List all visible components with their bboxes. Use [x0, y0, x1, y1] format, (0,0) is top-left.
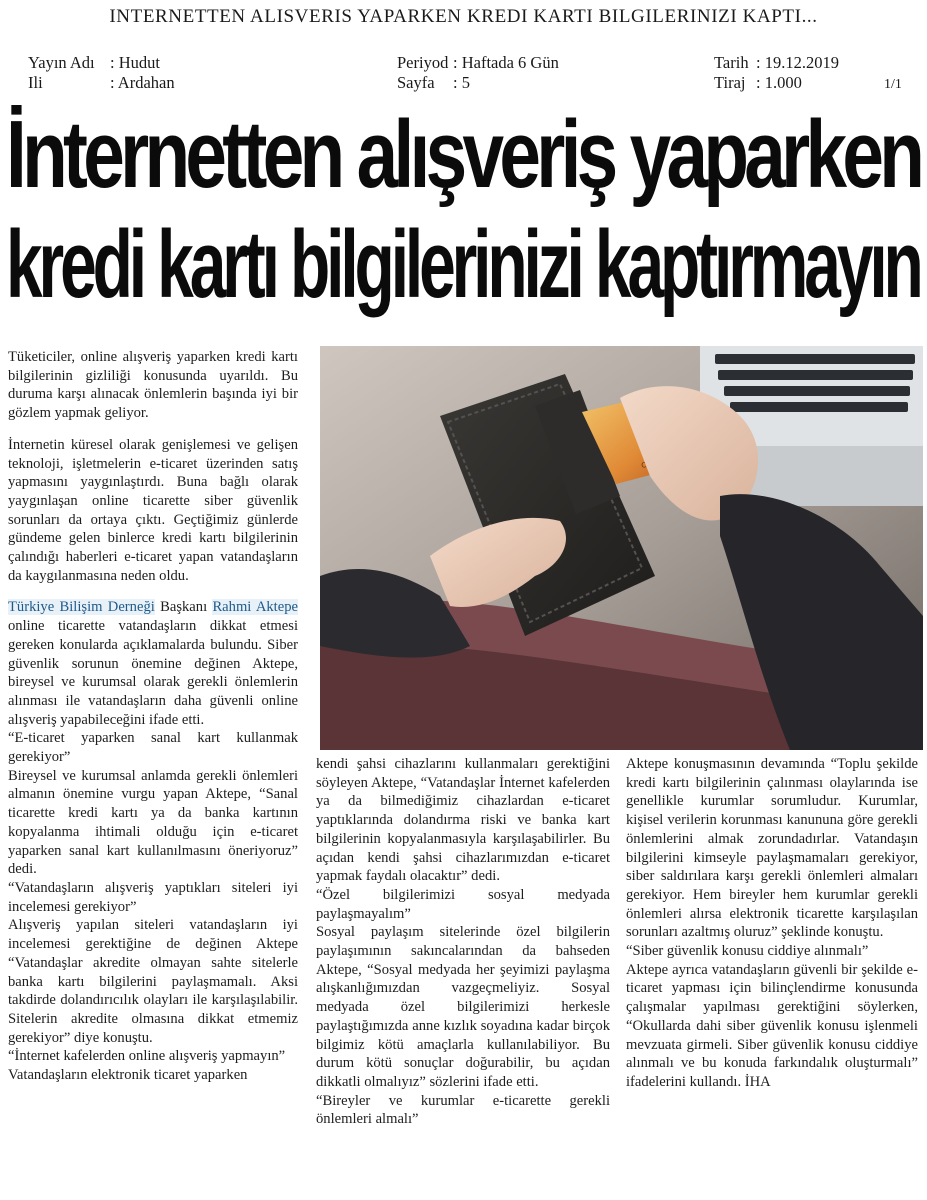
- col1-subheading-2: “Vatandaşların alışveriş yaptıkları siteleri iyi incelemesi gerekiyor”: [8, 879, 298, 915]
- col3-paragraph-2: Aktepe ayrıca vatandaşların güvenli bir şekilde e-ticaret yapması için bilinçlendirme konusunda çalışmalar yapılması gerektiğini söylerken, “Okullarda dahi siber güvenlik konusu işlenmeli mevzuata girmeli. Siber güvenlik konusu ciddiye alınmalı ve bu konuda farkındalık oluşturmalı” ifadelerini kullandı. İHA: [626, 961, 918, 1090]
- col1-paragraph-3: [8, 598, 298, 729]
- page-count: 1/1: [884, 77, 902, 92]
- meta-il: [28, 72, 175, 93]
- org-link-turkiye-bilisim-dernegi[interactable]: Türkiye Bilişim Derneği: [8, 599, 155, 616]
- il-value: : Ardahan: [110, 73, 175, 92]
- yayin-label: Yayın Adı: [28, 53, 95, 72]
- col1-subheading-3: “İnternet kafelerden online alışveriş yapmayın”: [8, 1048, 286, 1065]
- tiraj-value: : 1.000: [756, 73, 802, 92]
- article-column-1: [8, 348, 298, 1085]
- article-photo: [320, 346, 923, 750]
- col2-subheading-1: “Özel bilgilerimizi sosyal medyada paylaşmayalım”: [316, 886, 610, 922]
- periyod-label: Periyod: [397, 53, 449, 72]
- periyod-value: : Haftada 6 Gün: [453, 53, 559, 72]
- tarih-label: Tarih: [714, 53, 749, 72]
- article-column-3: [626, 755, 918, 1092]
- col1-subheading-1: “E-ticaret yaparken sanal kart kullanmak gerekiyor”: [8, 730, 298, 766]
- il-label: Ili: [28, 73, 43, 92]
- col1-paragraph-5: Alışveriş yapılan siteleri vatandaşların iyi incelemesi gerektiğine de değinen Aktepe “Vatandaşlar akredite olmayan sahte sitelerle banka kartı bilgilerini paylaşmamalı. Aksi takdirde dolandırıcılık olayları ile karşılaşılabilir. Sitelerin akredite olmasına dikkat etmemiz gerekiyor” diye konuştu.: [8, 917, 298, 1046]
- headline-line-1: İnternetten alışveriş yaparken: [6, 101, 921, 208]
- clipping-title: INTERNETTEN ALISVERIS YAPARKEN KREDI KARTI BILGILERINIZI KAPTI...: [109, 6, 818, 27]
- col2-subheading-2: “Bireyler ve kurumlar e-ticarette gerekli önlemleri almalı”: [316, 1092, 610, 1128]
- wallet-credit-card-illustration: [320, 346, 923, 750]
- col2-paragraph-1: kendi şahsi cihazlarını kullanmaları gerektiğini söyleyen Aktepe, “Vatandaşlar İnternet kafelerden ya da bilmediğimiz cihazlardan e-ticaret yaptıklarında dolandırma riski ve banka kart bilgilerinin kopyalanmasıyla karşılaşabilirler. Bu açıdan kendi şahsi cihazlarımızdan e-ticaret yapmak faydalı olacaktır” dedi.: [316, 756, 610, 885]
- headline-line-2: kredi kartı bilgilerinizi kaptırmayın: [6, 211, 920, 318]
- col2-paragraph-2: Sosyal paylaşım sitelerinde özel bilgilerin paylaşımının sakıncalarından da bahseden Aktepe, “Sosyal medyada her şeyimizi paylaşma alışkanlığımızdan vazgeçmeliyiz. Sosyal medyada özel bilgilerimizi herkesle paylaştığımızda anne kızlık soyadına kadar birçok bilgimiz kötü amaçlarla kullanılabiliyor. Bu durum kötü sonuçlar doğurabilir, bu açıdan dikkatli olmalıyız” sözlerini ifade etti.: [316, 924, 610, 1090]
- col3-subheading-1: “Siber güvenlik konusu ciddiye alınmalı”: [626, 943, 869, 960]
- meta-sayfa: [397, 72, 470, 93]
- meta-tiraj: [714, 72, 802, 93]
- col1-p3-rest: online ticarette vatandaşların dikkat etmesi gereken konularda açıklamalarda bulundu. Siber güvenlik sorunun önemine değinen Aktepe, bireysel ve kurumsal olarak gerekli önlemlerin alınması ile vatandaşların daha güvenli online alışveriş yapabileceğini ifade etti.: [8, 618, 298, 728]
- article-column-2: [316, 755, 610, 1129]
- meta-yayin: [28, 52, 160, 73]
- col1-paragraph-6: Vatandaşların elektronik ticaret yaparken: [8, 1067, 248, 1084]
- col1-paragraph-2: İnternetin küresel olarak genişlemesi ve gelişen teknoloji, işletmelerin e-ticaret üzerinden satış yapmasını yaygınlaştırdı. Buna bağlı olarak yaygınlaşan online ticarette siber güvenlik sorunları da ortaya çıktı. Geçtiğimiz günlerde gündeme gelen binlerce kredi kartı bilgilerinin çalındığı haberleri e-ticaret yapan vatandaşların da kaygılanmasına neden oldu.: [8, 436, 298, 584]
- person-link-rahmi-aktepe[interactable]: Rahmi Aktepe: [212, 599, 298, 616]
- col3-paragraph-1: Aktepe konuşmasının devamında “Toplu şekilde kredi kartı bilgilerinin çalınması olaylarında ise genellikle kurumlar sorumludur. Kurumlar, kişisel verilerin korunması kanununa göre gerekli önlemlerini almak zorundadırlar. Vatandaşın bilgilerini kimseyle paylaşmamaları gerekiyor, siber saldırılara karşı gerekli önlemleri almaları gerekiyor. Hem bireyler hem kurumlar gerekli önlemleri alırsa elektronik ticarette karşılaşılan sorunları azaltmış oluruz” şeklinde konuştu.: [626, 756, 918, 941]
- meta-tarih: [714, 52, 839, 73]
- tarih-value: : 19.12.2019: [756, 53, 839, 72]
- meta-periyod: [397, 52, 559, 73]
- col1-paragraph-1: Tüketiciler, online alışveriş yaparken kredi kartı bilgilerinin gizliliği konusunda uyarıldı. Bu duruma karşı alınacak önlemlerin başında iyi bir gözlem yapmak geliyor.: [8, 349, 298, 422]
- col1-paragraph-4: Bireysel ve kurumsal anlamda gerekli önlemleri almanın önemine vurgu yapan Aktepe, “Sanal ticarette kredi kartı ya da banka kartının kopyalanma ihtimali olduğu için e-ticaret yaparken sanal kart kullanılmasını öneriyoruz” dedi.: [8, 767, 298, 878]
- sayfa-value: : 5: [453, 73, 470, 92]
- col1-p3-mid: Başkanı: [154, 599, 213, 616]
- tiraj-label: Tiraj: [714, 73, 746, 92]
- yayin-value: : Hudut: [110, 53, 160, 72]
- sayfa-label: Sayfa: [397, 73, 435, 92]
